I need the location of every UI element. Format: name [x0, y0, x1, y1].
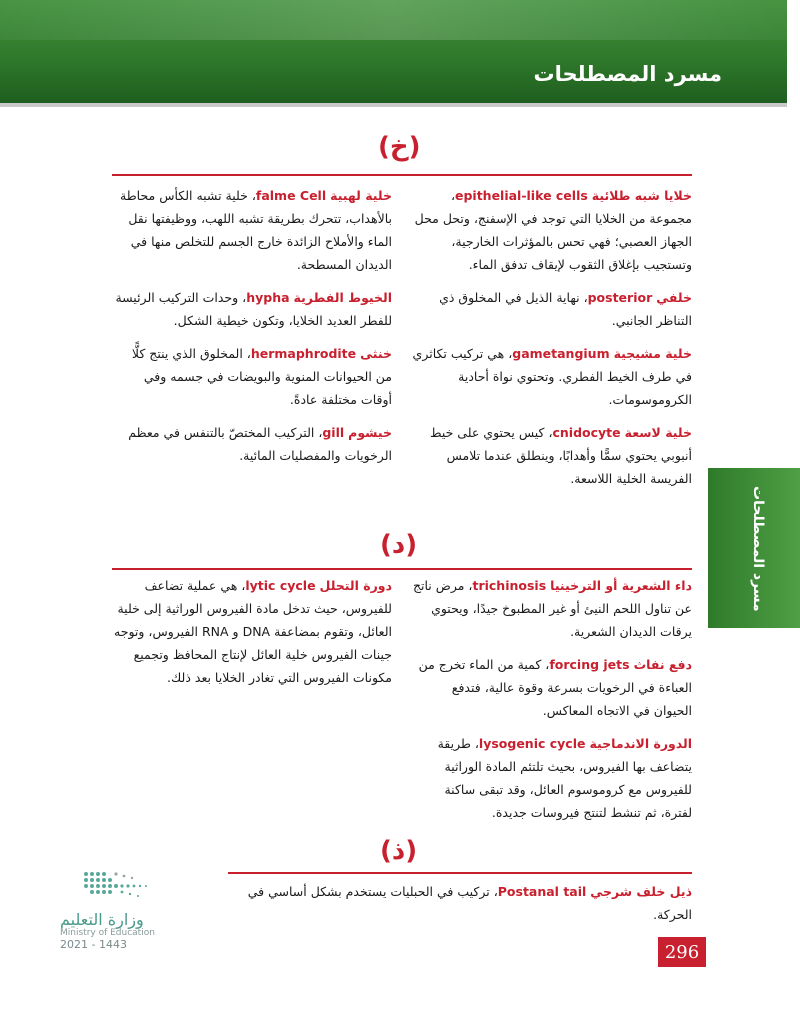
section-divider [112, 174, 692, 176]
term-ar: خلايا شبه طلائية [591, 188, 692, 203]
definition: ، مجموعة من الخلايا التي توجد في الإسفنج، وتحل محل الجهاز العصبي؛ فهي تحس بالمؤثرات الخارجية، وتستجيب بإغلاق الثقوب لإيقاف تدفق الماء. [414, 188, 692, 272]
dal-right-column [410, 574, 692, 834]
kha-right-column [410, 184, 692, 500]
definition: ، كمية من الماء تخرج من العباءة في الرخويات بسرعة وقوة عالية، فتدفع الحيوان في الاتجاه المعاكس. [418, 657, 692, 718]
glossary-entry [112, 574, 392, 689]
term-ar: خلية لاسعة [624, 425, 692, 440]
page-title: مسرد المصطلحات [533, 62, 722, 86]
glossary-entry [112, 286, 392, 332]
side-tab-label: مسرد المصطلحات [750, 486, 766, 612]
glossary-entry [410, 421, 692, 490]
term-en: Postanal tail [497, 884, 587, 899]
term-ar: داء الشعرية أو الترخينيا [550, 578, 692, 593]
definition: ، طريقة يتضاعف بها الفيروس، بحيث تلتئم المادة الوراثية للفيروس مع كروموسوم العائل، وقد تبقى ساكنة لفترة، ثم تنشط لتنتج فيروسات جديدة. [437, 736, 692, 820]
term-en: posterior [587, 290, 653, 305]
glossary-entry [112, 421, 392, 467]
term-en: trichinosis [472, 578, 547, 593]
section-letter-thal: (ذ) [380, 836, 418, 866]
term-ar: خلية مشيجية [613, 346, 692, 361]
definition: ، خلية تشبه الكأس محاطة بالأهداب، تتحرك بطريقة تشبه اللهب، ووظيفتها نقل الماء والأملاح الزائدة خارج الجسم للتخلص منها في الديدان المسطحة. [120, 188, 392, 272]
term-en: lytic cycle [245, 578, 316, 593]
glossary-entry [410, 653, 692, 722]
section-divider [112, 568, 692, 570]
glossary-entry [112, 184, 392, 276]
definition: ، تركيب في الحبليات يستخدم بشكل أساسي في الحركة. [247, 884, 692, 922]
section-divider [228, 872, 692, 874]
term-ar: خلفي [656, 290, 692, 305]
page-number: 296 [658, 937, 706, 967]
term-en: hypha [246, 290, 290, 305]
definition: ، هي عملية تضاعف للفيروس، حيث تدخل مادة الفيروس الوراثية إلى خلية العائل، وتقوم بمضاعفة DNA و RNA الفيروس، وتوجه جينات الفيروس خلية العائل لإنتاج المحافظ وتجميع مكونات الفيروس التي تغادر الخلايا بعد ذلك. [114, 578, 392, 685]
glossary-entry [410, 286, 692, 332]
definition: ، وحدات التركيب الرئيسة للفطر العديد الخلايا، وتكون خيطية الشكل. [115, 290, 392, 328]
glossary-entry [410, 184, 692, 276]
section-letter-dal: (د) [380, 530, 418, 560]
glossary-entry [410, 574, 692, 643]
definition: ، التركيب المختصّ بالتنفس في معظم الرخويات والمفصليات المائية. [128, 425, 392, 463]
definition: ، نهاية الذيل في المخلوق ذي التناظر الجانبي. [439, 290, 692, 328]
ministry-name: وزارة التعليم [60, 910, 144, 929]
term-ar: دورة التحلل [319, 578, 392, 593]
definition: ، مرض ناتج عن تناول اللحم النيئ أو غير المطبوخ جيدًا، ويحتوي يرقات الديدان الشعرية. [412, 578, 692, 639]
ministry-year: 2021 - 1443 [60, 938, 127, 951]
term-ar: خلية لهبية [330, 188, 392, 203]
kha-left-column [112, 184, 392, 477]
term-ar: ذيل خلف شرجي [590, 884, 692, 899]
term-ar: الدورة الاندماجية [589, 736, 692, 751]
glossary-entry [228, 880, 692, 926]
term-en: lysogenic cycle [478, 736, 586, 751]
dal-left-column [112, 574, 392, 699]
section-letter-kha: (خ) [378, 132, 421, 162]
term-ar: الخيوط الفطرية [293, 290, 392, 305]
glossary-entry [112, 342, 392, 411]
term-en: epithelial-like cells [454, 188, 588, 203]
term-en: gill [322, 425, 345, 440]
term-ar: خيشوم [348, 425, 392, 440]
term-en: gametangium [512, 346, 610, 361]
definition: ، كيس يحتوي على خيط أنبوبي يحتوي سمًّا وأهدابًا، وينطلق عندما تلامس الفريسة الخلية اللاسعة. [429, 425, 692, 486]
glossary-entry [410, 732, 692, 824]
glossary-entry [410, 342, 692, 411]
ministry-name-en: Ministry of Education [60, 928, 155, 938]
header-band [0, 0, 787, 107]
definition: ، المخلوق الذي ينتج كلًّا من الحيوانات المنوية والبويضات في جسمه وفي أوقات مختلفة عادةً. [131, 346, 392, 407]
term-en: falme Cell [255, 188, 327, 203]
thal-column [228, 880, 692, 936]
term-en: cnidocyte [552, 425, 621, 440]
term-en: hermaphrodite [250, 346, 357, 361]
term-ar: خنثى [360, 346, 392, 361]
ministry-logo-icon [80, 868, 152, 904]
term-ar: دفع نفاث [633, 657, 692, 672]
term-en: forcing jets [549, 657, 630, 672]
definition: ، هي تركيب تكاثري في طرف الخيط الفطري. وتحتوي نواة أحادية الكروموسومات. [412, 346, 692, 407]
